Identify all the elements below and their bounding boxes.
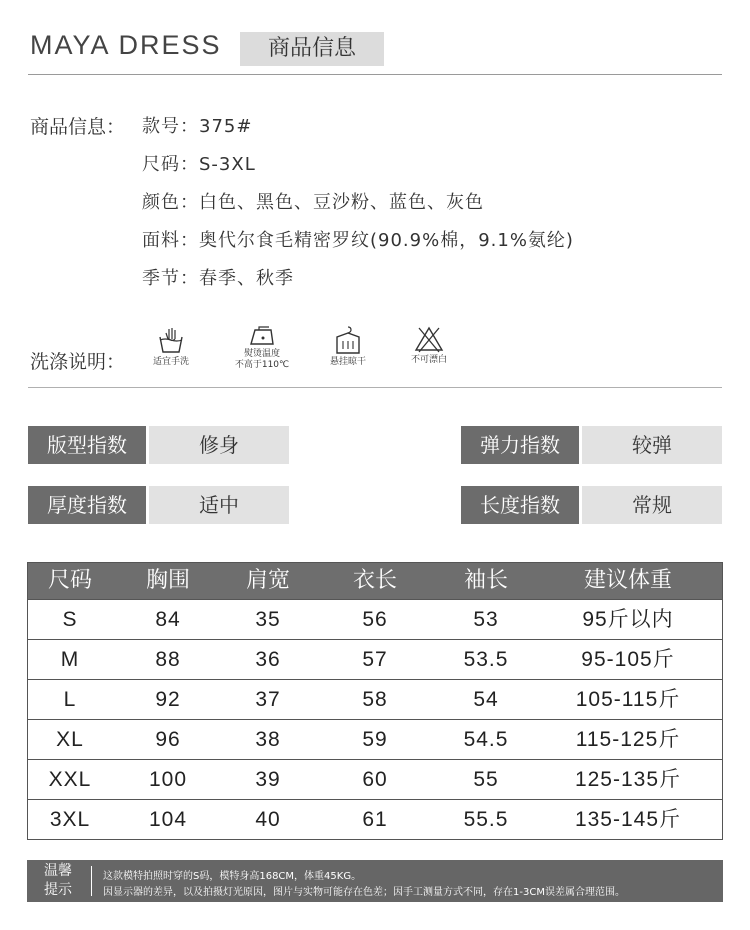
info-size-range: 尺码：S-3XL (142, 154, 256, 175)
header-cell: 建议体重 (583, 568, 672, 593)
header-cell: 袖长 (463, 568, 508, 593)
table-cell: 35 (255, 608, 281, 631)
header-cell: 肩宽 (245, 568, 290, 593)
table-cell: 92 (155, 688, 181, 711)
table-cell: 53.5 (463, 648, 509, 671)
table-cell: 53 (473, 608, 499, 631)
table-cell: 135-145斤 (574, 808, 682, 831)
table-cell: 115-125斤 (575, 728, 681, 751)
table-row (28, 719, 722, 759)
wash-divider (28, 387, 722, 388)
table-cell: 88 (155, 648, 181, 671)
index-stretch-value: 较弹 (582, 426, 722, 464)
table-row (28, 599, 722, 639)
table-cell: 125-135斤 (574, 768, 682, 791)
table-cell: S (62, 608, 78, 631)
header-cell: 尺码 (47, 568, 92, 593)
table-cell: 100 (148, 768, 188, 791)
table-cell: L (63, 688, 77, 711)
table-cell: 95斤以内 (582, 608, 674, 631)
wash-caption: 悬挂晾干 (329, 357, 366, 367)
index-fit-label: 版型指数 (28, 426, 146, 464)
table-cell: 95-105斤 (581, 648, 675, 671)
info-season: 季节：春季、秋季 (142, 268, 294, 289)
brand-title: MAYA DRESS (30, 30, 222, 60)
table-cell: M (60, 648, 80, 671)
index-length-value: 常规 (582, 486, 722, 524)
index-length-label: 长度指数 (461, 486, 579, 524)
tip-line-2: 因显示器的差异，以及拍摄灯光原因，图片与实物可能存在色差；因手工测量方式不同，存在1-3CM误差属合理范围。 (103, 887, 625, 898)
table-cell: XXL (48, 768, 92, 791)
tip-title-line1: 温馨 (44, 863, 72, 879)
header-cell: 胸围 (145, 568, 190, 593)
table-cell: 96 (155, 728, 181, 751)
wash-caption: 适宜手洗 (152, 357, 189, 367)
wash-caption: 熨烫温度 (243, 349, 280, 359)
info-fabric: 面料：奥代尔食毛精密罗纹(90.9%棉，9.1%氨纶) (142, 230, 574, 251)
index-thickness-label: 厚度指数 (28, 486, 146, 524)
tip-banner (27, 860, 723, 902)
wash-caption: 不可漂白 (410, 355, 447, 365)
info-colors: 颜色：白色、黑色、豆沙粉、蓝色、灰色 (142, 192, 484, 213)
table-cell: 61 (362, 808, 388, 831)
table-cell: 55.5 (463, 808, 509, 831)
iron-icon (247, 325, 277, 347)
tip-line-1: 这款模特拍照时穿的S码，模特身高168CM，体重45KG。 (103, 871, 362, 882)
table-cell: 37 (255, 688, 281, 711)
table-cell: 36 (255, 648, 281, 671)
table-row (28, 679, 722, 719)
table-cell: 57 (362, 648, 388, 671)
table-cell: 58 (362, 688, 388, 711)
table-row (28, 759, 722, 799)
size-table (27, 562, 723, 840)
wash-item-iron (222, 325, 302, 371)
index-fit-value: 修身 (149, 426, 289, 464)
table-row (28, 799, 722, 839)
table-cell: 84 (155, 608, 181, 631)
table-cell: 40 (255, 808, 281, 831)
no-bleach-icon (414, 325, 444, 353)
table-cell: 56 (362, 608, 388, 631)
table-cell: 105-115斤 (575, 688, 681, 711)
tip-title (27, 860, 89, 902)
table-cell: 104 (148, 808, 188, 831)
hand-wash-icon (157, 325, 185, 355)
info-label: 商品信息： (30, 116, 126, 138)
wash-caption-2: 不高于110℃ (234, 360, 290, 370)
table-cell: 59 (362, 728, 388, 751)
table-cell: 39 (255, 768, 281, 791)
wash-label: 洗涤说明： (30, 351, 126, 373)
table-cell: 38 (255, 728, 281, 751)
wash-item-hang-dry (308, 325, 388, 368)
table-header (28, 563, 722, 599)
section-tag: 商品信息 (240, 32, 384, 66)
table-cell: 55 (473, 768, 499, 791)
tip-title-line2: 提示 (44, 882, 72, 898)
wash-item-hand-wash (131, 325, 211, 368)
table-cell: 60 (362, 768, 388, 791)
table-row (28, 639, 722, 679)
tip-divider (91, 866, 92, 896)
header-divider (28, 74, 722, 75)
table-cell: 54.5 (463, 728, 509, 751)
index-stretch-label: 弹力指数 (461, 426, 579, 464)
table-cell: 3XL (49, 808, 91, 831)
hang-dry-icon (334, 325, 362, 355)
header-cell: 衣长 (352, 568, 397, 593)
info-style-number: 款号：375# (142, 116, 253, 137)
table-cell: 54 (473, 688, 499, 711)
index-thickness-value: 适中 (149, 486, 289, 524)
wash-item-no-bleach (389, 325, 469, 366)
table-cell: XL (56, 728, 84, 751)
